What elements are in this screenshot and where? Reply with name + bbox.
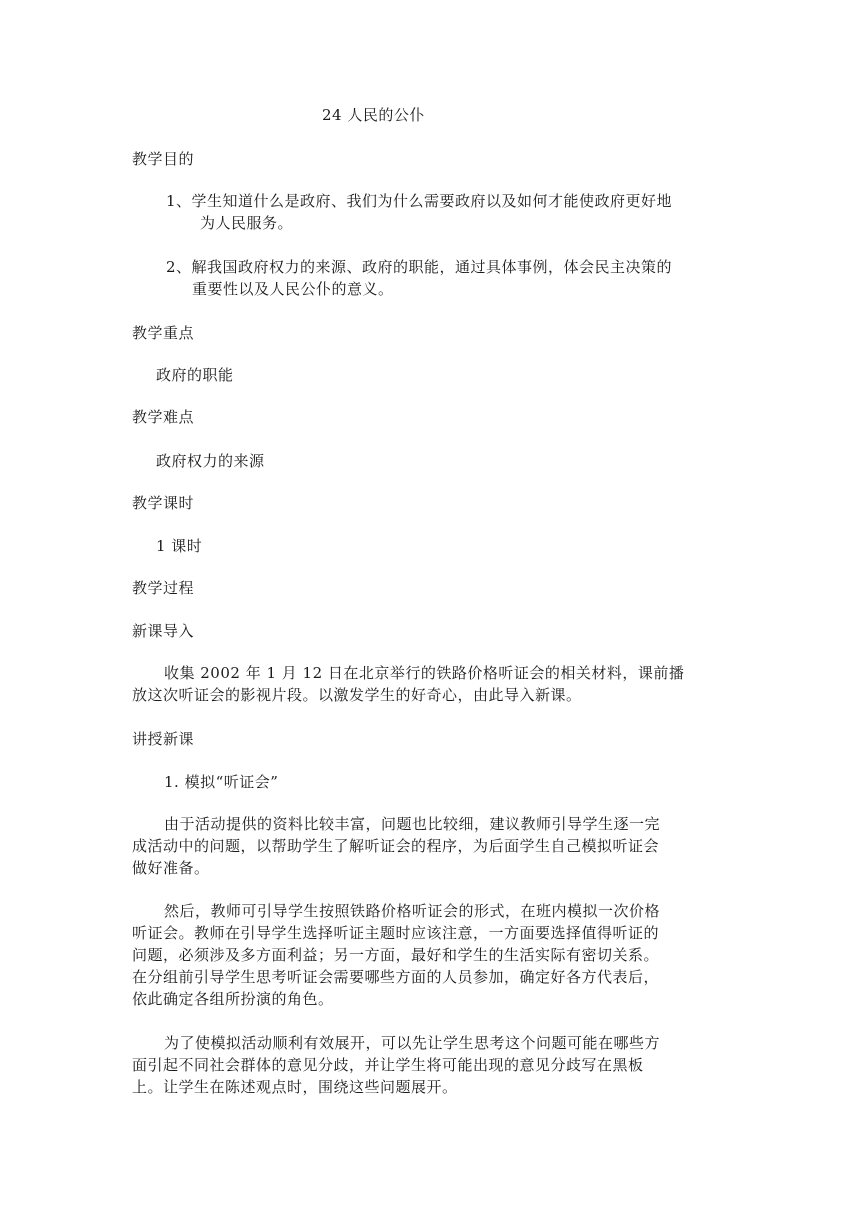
lecture-p1-line-3: 做好准备。 bbox=[132, 859, 210, 877]
lecture-p2-line-1: 然后，教师可引导学生按照铁路价格听证会的形式，在班内模拟一次价格 bbox=[164, 902, 661, 920]
difficulty-content: 政府权力的来源 bbox=[156, 452, 265, 470]
objective-item-2 bbox=[166, 256, 672, 300]
lecture-p2-line-4: 在分组前引导学生思考听证会需要哪些方面的人员参加，确定好各方代表后， bbox=[132, 968, 660, 986]
lecture-p1-line-1: 由于活动提供的资料比较丰富，问题也比较细，建议教师引导学生逐一完 bbox=[164, 815, 661, 833]
lecture-p3-line-3: 上。让学生在陈述观点时，围绕这些问题展开。 bbox=[132, 1078, 458, 1096]
objective-item-2-line-2: 重要性以及人民公仆的意义。 bbox=[192, 280, 394, 298]
lecture-p1-line-2: 成活动中的问题，以帮助学生了解听证会的程序，为后面学生自己模拟听证会 bbox=[132, 837, 660, 855]
heading-process: 教学过程 bbox=[132, 579, 195, 597]
lecture-item-1: 1. 模拟“听证会” bbox=[164, 773, 279, 791]
heading-focus: 教学重点 bbox=[132, 324, 195, 342]
intro-paragraph bbox=[132, 662, 684, 706]
lecture-p2-line-3: 问题，必须涉及多方面利益；另一方面，最好和学生的生活实际有密切关系。 bbox=[132, 946, 660, 964]
page-title: 24 人民的公仆 bbox=[322, 106, 425, 124]
intro-line-1: 收集 2002 年 1 月 12 日在北京举行的铁路价格听证会的相关材料，课前播 bbox=[164, 664, 685, 682]
hours-content: 1 课时 bbox=[156, 537, 203, 555]
intro-line-2: 放这次听证会的影视片段。以激发学生的好奇心，由此导入新课。 bbox=[132, 686, 582, 704]
heading-difficulty: 教学难点 bbox=[132, 408, 195, 426]
lecture-p2-line-2: 听证会。教师在引导学生选择听证主题时应该注意，一方面要选择值得听证的 bbox=[132, 924, 660, 942]
lecture-paragraph-2 bbox=[132, 900, 660, 1010]
heading-hours: 教学课时 bbox=[132, 494, 195, 512]
focus-content: 政府的职能 bbox=[156, 366, 234, 384]
lecture-paragraph-3 bbox=[132, 1032, 660, 1098]
lecture-p3-line-1: 为了使模拟活动顺利有效展开，可以先让学生思考这个问题可能在哪些方 bbox=[164, 1034, 661, 1052]
objective-item-1-line-2: 为人民服务。 bbox=[200, 214, 294, 232]
heading-intro: 新课导入 bbox=[132, 622, 195, 640]
lecture-p3-line-2: 面引起不同社会群体的意见分歧，并让学生将可能出现的意见分歧写在黑板 bbox=[132, 1056, 644, 1074]
heading-lecture: 讲授新课 bbox=[132, 730, 195, 748]
lecture-paragraph-1 bbox=[132, 813, 660, 879]
objective-item-1-line-1: 1、学生知道什么是政府、我们为什么需要政府以及如何才能使政府更好地 bbox=[166, 192, 673, 210]
objective-item-2-line-1: 2、解我国政府权力的来源、政府的职能，通过具体事例，体会民主决策的 bbox=[166, 258, 673, 276]
objective-item-1 bbox=[166, 190, 672, 234]
lecture-p2-line-5: 依此确定各组所扮演的角色。 bbox=[132, 990, 334, 1008]
heading-objectives: 教学目的 bbox=[132, 150, 195, 168]
